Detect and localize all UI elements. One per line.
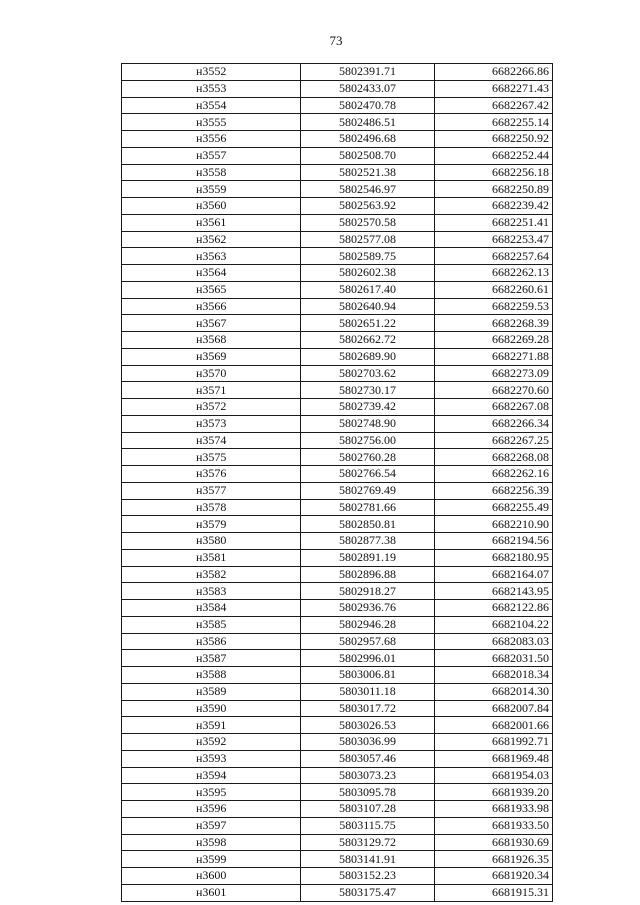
x-coordinate-cell: 5802781.66 — [301, 499, 435, 516]
table-row — [122, 64, 553, 81]
point-name-cell: н3580 — [122, 533, 301, 550]
table-row — [122, 432, 553, 449]
table-row — [122, 164, 553, 181]
table-row — [122, 198, 553, 215]
point-name-cell: н3600 — [122, 868, 301, 885]
table-row — [122, 750, 553, 767]
x-coordinate-cell: 5803175.47 — [301, 884, 435, 901]
x-coordinate-cell: 5802391.71 — [301, 64, 435, 81]
y-coordinate-cell: 6682268.08 — [435, 449, 553, 466]
table-row — [122, 248, 553, 265]
x-coordinate-cell: 5802850.81 — [301, 516, 435, 533]
table-row — [122, 717, 553, 734]
x-coordinate-cell: 5802896.88 — [301, 566, 435, 583]
point-name-cell: н3561 — [122, 214, 301, 231]
table-row — [122, 583, 553, 600]
table-row — [122, 767, 553, 784]
point-name-cell: н3599 — [122, 851, 301, 868]
table-row — [122, 884, 553, 901]
page-number: 73 — [329, 33, 343, 48]
y-coordinate-cell: 6682255.49 — [435, 499, 553, 516]
y-coordinate-cell: 6682255.14 — [435, 114, 553, 131]
y-coordinate-cell: 6681933.98 — [435, 801, 553, 818]
point-name-cell: н3584 — [122, 600, 301, 617]
x-coordinate-cell: 5802486.51 — [301, 114, 435, 131]
point-name-cell: н3573 — [122, 415, 301, 432]
table-row — [122, 851, 553, 868]
point-name-cell: н3574 — [122, 432, 301, 449]
table-row — [122, 214, 553, 231]
point-name-cell: н3592 — [122, 734, 301, 751]
point-name-cell: н3575 — [122, 449, 301, 466]
y-coordinate-cell: 6682273.09 — [435, 365, 553, 382]
x-coordinate-cell: 5802546.97 — [301, 181, 435, 198]
y-coordinate-cell: 6681954.03 — [435, 767, 553, 784]
y-coordinate-cell: 6682251.41 — [435, 214, 553, 231]
point-name-cell: н3585 — [122, 616, 301, 633]
y-coordinate-cell: 6681930.69 — [435, 834, 553, 851]
y-coordinate-cell: 6681915.31 — [435, 884, 553, 901]
y-coordinate-cell: 6682262.16 — [435, 466, 553, 483]
y-coordinate-cell: 6682031.50 — [435, 650, 553, 667]
point-name-cell: н3596 — [122, 801, 301, 818]
point-name-cell: н3552 — [122, 64, 301, 81]
y-coordinate-cell: 6682253.47 — [435, 231, 553, 248]
x-coordinate-cell: 5802496.68 — [301, 131, 435, 148]
y-coordinate-cell: 6682143.95 — [435, 583, 553, 600]
x-coordinate-cell: 5802589.75 — [301, 248, 435, 265]
table-row — [122, 868, 553, 885]
x-coordinate-cell: 5802577.08 — [301, 231, 435, 248]
y-coordinate-cell: 6682267.25 — [435, 432, 553, 449]
point-name-cell: н3595 — [122, 784, 301, 801]
point-name-cell: н3560 — [122, 198, 301, 215]
point-name-cell: н3586 — [122, 633, 301, 650]
point-name-cell: н3569 — [122, 348, 301, 365]
table-row — [122, 281, 553, 298]
x-coordinate-cell: 5802766.54 — [301, 466, 435, 483]
point-name-cell: н3578 — [122, 499, 301, 516]
x-coordinate-cell: 5802651.22 — [301, 315, 435, 332]
point-name-cell: н3579 — [122, 516, 301, 533]
table-row — [122, 650, 553, 667]
x-coordinate-cell: 5803152.23 — [301, 868, 435, 885]
x-coordinate-cell: 5802946.28 — [301, 616, 435, 633]
y-coordinate-cell: 6682270.60 — [435, 382, 553, 399]
point-name-cell: н3582 — [122, 566, 301, 583]
x-coordinate-cell: 5802470.78 — [301, 97, 435, 114]
table-row — [122, 817, 553, 834]
y-coordinate-cell: 6682271.88 — [435, 348, 553, 365]
table-row — [122, 80, 553, 97]
point-name-cell: н3594 — [122, 767, 301, 784]
table-row — [122, 499, 553, 516]
point-name-cell: н3571 — [122, 382, 301, 399]
x-coordinate-cell: 5802936.76 — [301, 600, 435, 617]
y-coordinate-cell: 6681933.50 — [435, 817, 553, 834]
table-row — [122, 415, 553, 432]
point-name-cell: н3588 — [122, 667, 301, 684]
table-row — [122, 399, 553, 416]
point-name-cell: н3598 — [122, 834, 301, 851]
x-coordinate-cell: 5802877.38 — [301, 533, 435, 550]
y-coordinate-cell: 6682262.13 — [435, 265, 553, 282]
table-row — [122, 516, 553, 533]
point-name-cell: н3559 — [122, 181, 301, 198]
x-coordinate-cell: 5802703.62 — [301, 365, 435, 382]
x-coordinate-cell: 5803129.72 — [301, 834, 435, 851]
table-row — [122, 114, 553, 131]
y-coordinate-cell: 6681939.20 — [435, 784, 553, 801]
table-row — [122, 801, 553, 818]
point-name-cell: н3590 — [122, 700, 301, 717]
y-coordinate-cell: 6682083.03 — [435, 633, 553, 650]
table-row — [122, 466, 553, 483]
point-name-cell: н3558 — [122, 164, 301, 181]
x-coordinate-cell: 5802748.90 — [301, 415, 435, 432]
y-coordinate-cell: 6682256.18 — [435, 164, 553, 181]
table-row — [122, 147, 553, 164]
table-row — [122, 784, 553, 801]
x-coordinate-cell: 5803107.28 — [301, 801, 435, 818]
x-coordinate-cell: 5802508.70 — [301, 147, 435, 164]
x-coordinate-cell: 5803141.91 — [301, 851, 435, 868]
x-coordinate-cell: 5802918.27 — [301, 583, 435, 600]
point-name-cell: н3563 — [122, 248, 301, 265]
table-row — [122, 298, 553, 315]
point-name-cell: н3583 — [122, 583, 301, 600]
table-row — [122, 683, 553, 700]
point-name-cell: н3570 — [122, 365, 301, 382]
table-row — [122, 449, 553, 466]
y-coordinate-cell: 6682266.86 — [435, 64, 553, 81]
x-coordinate-cell: 5803095.78 — [301, 784, 435, 801]
x-coordinate-cell: 5802563.92 — [301, 198, 435, 215]
x-coordinate-cell: 5803026.53 — [301, 717, 435, 734]
y-coordinate-cell: 6682018.34 — [435, 667, 553, 684]
x-coordinate-cell: 5802433.07 — [301, 80, 435, 97]
point-name-cell: н3587 — [122, 650, 301, 667]
y-coordinate-cell: 6682267.08 — [435, 399, 553, 416]
y-coordinate-cell: 6681920.34 — [435, 868, 553, 885]
x-coordinate-cell: 5802640.94 — [301, 298, 435, 315]
point-name-cell: н3565 — [122, 281, 301, 298]
table-row — [122, 482, 553, 499]
point-name-cell: н3555 — [122, 114, 301, 131]
x-coordinate-cell: 5803017.72 — [301, 700, 435, 717]
y-coordinate-cell: 6682001.66 — [435, 717, 553, 734]
x-coordinate-cell: 5803057.46 — [301, 750, 435, 767]
x-coordinate-cell: 5803073.23 — [301, 767, 435, 784]
y-coordinate-cell: 6682180.95 — [435, 549, 553, 566]
y-coordinate-cell: 6682122.86 — [435, 600, 553, 617]
point-name-cell: н3556 — [122, 131, 301, 148]
table-row — [122, 315, 553, 332]
table-row — [122, 700, 553, 717]
x-coordinate-cell: 5802996.01 — [301, 650, 435, 667]
y-coordinate-cell: 6682194.56 — [435, 533, 553, 550]
table-row — [122, 382, 553, 399]
x-coordinate-cell: 5802769.49 — [301, 482, 435, 499]
table-row — [122, 566, 553, 583]
point-name-cell: н3572 — [122, 399, 301, 416]
table-row — [122, 231, 553, 248]
table-row — [122, 834, 553, 851]
y-coordinate-cell: 6682268.39 — [435, 315, 553, 332]
x-coordinate-cell: 5802521.38 — [301, 164, 435, 181]
table-row — [122, 549, 553, 566]
coordinates-table-body — [122, 64, 553, 902]
y-coordinate-cell: 6682267.42 — [435, 97, 553, 114]
point-name-cell: н3601 — [122, 884, 301, 901]
y-coordinate-cell: 6682257.64 — [435, 248, 553, 265]
x-coordinate-cell: 5802689.90 — [301, 348, 435, 365]
x-coordinate-cell: 5802570.58 — [301, 214, 435, 231]
y-coordinate-cell: 6682104.22 — [435, 616, 553, 633]
x-coordinate-cell: 5802957.68 — [301, 633, 435, 650]
y-coordinate-cell: 6681992.71 — [435, 734, 553, 751]
y-coordinate-cell: 6682271.43 — [435, 80, 553, 97]
point-name-cell: н3562 — [122, 231, 301, 248]
y-coordinate-cell: 6682007.84 — [435, 700, 553, 717]
coordinates-table — [121, 63, 553, 902]
y-coordinate-cell: 6682239.42 — [435, 198, 553, 215]
point-name-cell: н3566 — [122, 298, 301, 315]
point-name-cell: н3581 — [122, 549, 301, 566]
x-coordinate-cell: 5802602.38 — [301, 265, 435, 282]
point-name-cell: н3597 — [122, 817, 301, 834]
x-coordinate-cell: 5802739.42 — [301, 399, 435, 416]
y-coordinate-cell: 6682014.30 — [435, 683, 553, 700]
table-row — [122, 365, 553, 382]
y-coordinate-cell: 6682252.44 — [435, 147, 553, 164]
x-coordinate-cell: 5802756.00 — [301, 432, 435, 449]
table-row — [122, 97, 553, 114]
x-coordinate-cell: 5802730.17 — [301, 382, 435, 399]
table-row — [122, 348, 553, 365]
table-row — [122, 332, 553, 349]
table-row — [122, 533, 553, 550]
point-name-cell: н3557 — [122, 147, 301, 164]
table-row — [122, 131, 553, 148]
x-coordinate-cell: 5802617.40 — [301, 281, 435, 298]
point-name-cell: н3576 — [122, 466, 301, 483]
point-name-cell: н3554 — [122, 97, 301, 114]
x-coordinate-cell: 5802662.72 — [301, 332, 435, 349]
table-row — [122, 181, 553, 198]
table-row — [122, 265, 553, 282]
x-coordinate-cell: 5802891.19 — [301, 549, 435, 566]
x-coordinate-cell: 5803011.18 — [301, 683, 435, 700]
point-name-cell: н3567 — [122, 315, 301, 332]
table-row — [122, 667, 553, 684]
y-coordinate-cell: 6682164.07 — [435, 566, 553, 583]
y-coordinate-cell: 6682250.89 — [435, 181, 553, 198]
y-coordinate-cell: 6682256.39 — [435, 482, 553, 499]
point-name-cell: н3568 — [122, 332, 301, 349]
y-coordinate-cell: 6682250.92 — [435, 131, 553, 148]
point-name-cell: н3553 — [122, 80, 301, 97]
y-coordinate-cell: 6682259.53 — [435, 298, 553, 315]
table-row — [122, 633, 553, 650]
table-row — [122, 600, 553, 617]
x-coordinate-cell: 5803115.75 — [301, 817, 435, 834]
y-coordinate-cell: 6681969.48 — [435, 750, 553, 767]
table-row — [122, 616, 553, 633]
x-coordinate-cell: 5802760.28 — [301, 449, 435, 466]
point-name-cell: н3577 — [122, 482, 301, 499]
y-coordinate-cell: 6682210.90 — [435, 516, 553, 533]
y-coordinate-cell: 6682260.61 — [435, 281, 553, 298]
point-name-cell: н3591 — [122, 717, 301, 734]
point-name-cell: н3564 — [122, 265, 301, 282]
point-name-cell: н3593 — [122, 750, 301, 767]
point-name-cell: н3589 — [122, 683, 301, 700]
x-coordinate-cell: 5803006.81 — [301, 667, 435, 684]
y-coordinate-cell: 6682266.34 — [435, 415, 553, 432]
y-coordinate-cell: 6682269.28 — [435, 332, 553, 349]
x-coordinate-cell: 5803036.99 — [301, 734, 435, 751]
y-coordinate-cell: 6681926.35 — [435, 851, 553, 868]
table-row — [122, 734, 553, 751]
